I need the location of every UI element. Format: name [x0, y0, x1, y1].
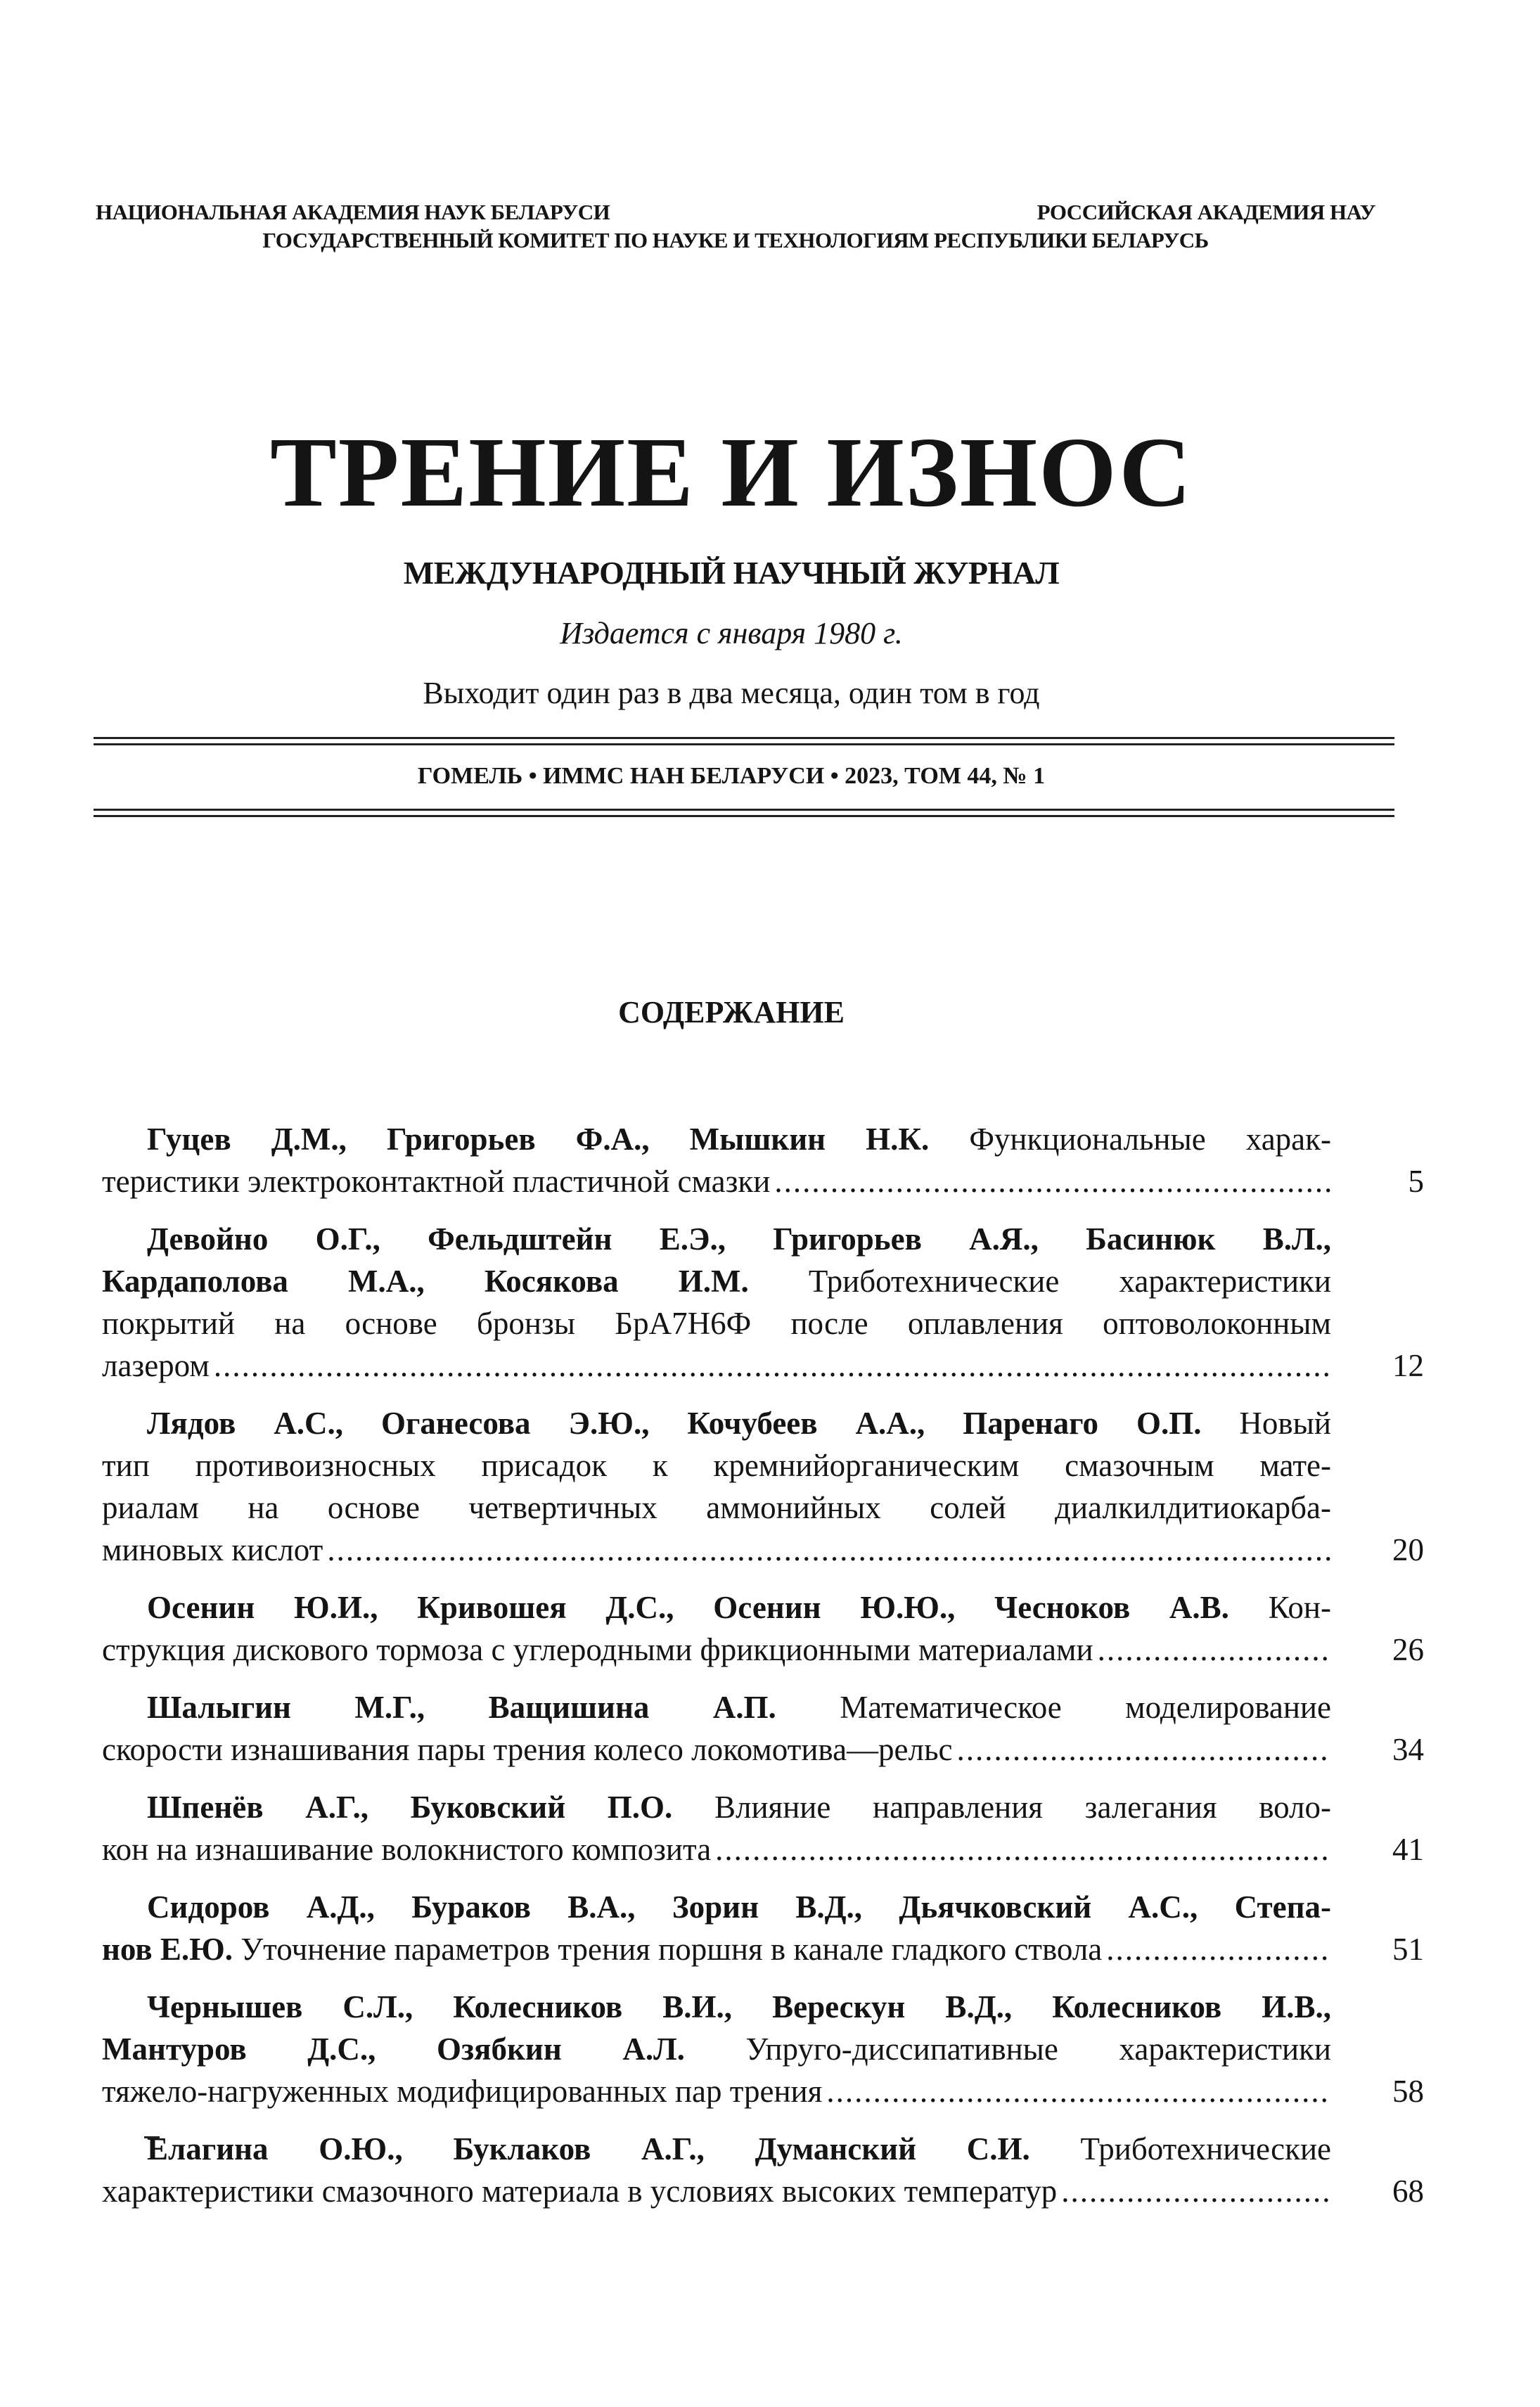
toc-entry-line	[102, 2070, 1424, 2112]
toc-page-number: 5	[1408, 1164, 1424, 1199]
toc-entry	[102, 1402, 1424, 1571]
toc-title-text: скорости изнашивания пары трения колесо локомотива—рельс	[102, 1732, 953, 1767]
contents-heading: СОДЕРЖАНИЕ	[618, 995, 845, 1029]
toc-entry-line	[102, 2170, 1424, 2212]
toc-entry-line	[102, 1260, 1403, 1302]
toc-page-number: 68	[1392, 2174, 1424, 2209]
toc-entry-line	[102, 2028, 1403, 2070]
toc-title-text: Триботехнические характеристики	[748, 1264, 1331, 1299]
journal-since: Издается с января 1980 г.	[560, 616, 903, 650]
journal-frequency: Выходит один раз в два месяца, один том в год	[423, 676, 1040, 710]
toc-page-number: 34	[1392, 1732, 1424, 1767]
toc-title-text: Уточнение параметров трения поршня в канале гладкого ствола	[233, 1932, 1103, 1967]
toc-authors: Лядов А.С., Оганесова Э.Ю., Кочубеев А.А., Паренаго О.П.	[147, 1406, 1202, 1441]
toc-authors: Осенин Ю.И., Кривошея Д.С., Осенин Ю.Ю., Чесноков А.В.	[147, 1590, 1229, 1625]
leader-dots	[214, 1344, 1331, 1387]
toc-entry-line	[102, 1728, 1424, 1771]
toc-entry-line	[102, 1529, 1424, 1571]
divider-top-1	[94, 737, 1394, 739]
publication-info: ГОМЕЛЬ • ИММС НАН БЕЛАРУСИ • 2023, ТОМ 44, № 1	[417, 763, 1046, 789]
toc-page-number: 51	[1392, 1932, 1424, 1967]
divider-top-2	[94, 743, 1394, 745]
toc-title-text: тип противоизносных присадок к кремнийорганическим смазочным мате-	[102, 1448, 1331, 1483]
toc-title-text: тяжело-нагруженных модифицированных пар трения	[102, 2074, 823, 2109]
toc-entry	[102, 2128, 1424, 2212]
toc-title-text: Триботехнические	[1029, 2131, 1332, 2167]
leader-dots	[327, 1529, 1331, 1571]
toc-entry	[102, 1218, 1424, 1387]
journal-title: ТРЕНИЕ И ИЗНОС	[270, 416, 1193, 527]
toc-entry	[102, 1118, 1424, 1202]
toc-title-text: Упруго-диссипативные характеристики	[684, 2031, 1332, 2067]
organization-left: НАЦИОНАЛЬНАЯ АКАДЕМИЯ НАУК БЕЛАРУСИ	[96, 200, 610, 224]
organization-right: РОССИЙСКАЯ АКАДЕМИЯ НАУ	[1037, 200, 1375, 224]
toc-authors: Мантуров Д.С., Озябкин А.Л.	[102, 2031, 685, 2067]
toc-entry-line	[102, 1586, 1403, 1629]
toc-page-number: 58	[1392, 2074, 1424, 2109]
toc-entry	[102, 1986, 1424, 2112]
toc-entry-line	[102, 1118, 1403, 1160]
toc-entry-line	[102, 1487, 1403, 1529]
toc-title-text: Влияние направления залегания воло-	[672, 1790, 1331, 1825]
toc-page-number: 20	[1392, 1532, 1424, 1567]
toc-entry-line	[102, 1786, 1403, 1828]
organizations-header	[96, 200, 1375, 231]
toc-title-text: риалам на основе четвертичных аммонийных солей диалкилдитиокарба-	[102, 1490, 1331, 1525]
toc-entry-line	[102, 1444, 1403, 1487]
leader-dots	[957, 1728, 1332, 1771]
toc-entry	[102, 1886, 1424, 1970]
toc-title-text: Математическое моделирование	[776, 1690, 1331, 1725]
toc-authors: Елагина О.Ю., Буклаков А.Г., Думанский С.И.	[147, 2131, 1030, 2167]
toc-title-text: лазером	[102, 1348, 210, 1383]
toc-entry-line	[102, 1402, 1403, 1444]
toc-title-text: характеристики смазочного материала в условиях высоких температур	[102, 2174, 1058, 2209]
toc-page-number: 41	[1392, 1832, 1424, 1867]
journal-subtitle: МЕЖДУНАРОДНЫЙ НАУЧНЫЙ ЖУРНАЛ	[403, 555, 1060, 591]
toc-authors: нов Е.Ю.	[102, 1932, 233, 1967]
toc-authors: Гуцев Д.М., Григорьев Ф.А., Мышкин Н.К.	[147, 1122, 930, 1157]
leader-dots	[715, 1828, 1331, 1870]
toc-entry-line	[102, 1160, 1424, 1202]
divider-bottom-1	[94, 809, 1394, 811]
toc-title-text: теристики электроконтактной пластичной смазки	[102, 1164, 771, 1199]
toc-entry-line	[102, 1928, 1424, 1970]
toc-entry	[102, 1786, 1424, 1870]
toc-authors: Шпенёв А.Г., Буковский П.О.	[147, 1790, 673, 1825]
toc-authors: Чернышев С.Л., Колесников В.И., Верескун В.Д., Колесников И.В.,	[147, 1989, 1331, 2024]
leader-dots	[1106, 1928, 1331, 1970]
toc-title-text: Функциональные харак-	[929, 1122, 1331, 1157]
leader-dots	[1098, 1629, 1331, 1671]
toc-entry-line	[102, 1344, 1424, 1387]
toc-authors: Сидоров А.Д., Бураков В.А., Зорин В.Д., Дьячковский А.С., Степа-	[147, 1889, 1331, 1925]
toc-entry	[102, 1586, 1424, 1671]
toc-entry-line	[102, 1302, 1403, 1344]
toc-title-text: миновых кислот	[102, 1532, 323, 1567]
toc-entry-line	[102, 1629, 1424, 1671]
toc-entry-line	[102, 1828, 1424, 1870]
toc-entry-line	[102, 1886, 1403, 1928]
toc-authors: Шалыгин М.Г., Ващишина А.П.	[147, 1690, 776, 1725]
toc-entry-line	[102, 1686, 1403, 1728]
toc-entry-line	[102, 1986, 1403, 2028]
toc-title-text: покрытий на основе бронзы БрА7Н6Ф после оплавления оптоволоконным	[102, 1306, 1331, 1341]
table-of-contents	[102, 1118, 1424, 2228]
leader-dots	[774, 1160, 1331, 1202]
toc-authors: Кардаполова М.А., Косякова И.М.	[102, 1264, 749, 1299]
toc-entry	[102, 1686, 1424, 1771]
toc-page-number: 26	[1392, 1632, 1424, 1667]
organization-committee: ГОСУДАРСТВЕННЫЙ КОМИТЕТ ПО НАУКЕ И ТЕХНОЛОГИЯМ РЕСПУБЛИКИ БЕЛАРУСЬ	[262, 228, 1209, 252]
toc-title-text: кон на изнашивание волокнистого композита	[102, 1832, 712, 1867]
divider-bottom-2	[94, 815, 1394, 817]
toc-authors: Девойно О.Г., Фельдштейн Е.Э., Григорьев А.Я., Басинюк В.Л.,	[147, 1221, 1331, 1257]
toc-title-text: Новый	[1201, 1406, 1331, 1441]
toc-title-text: струкция дискового тормоза с углеродными фрикционными материалами	[102, 1632, 1093, 1667]
leader-dots	[826, 2070, 1331, 2112]
stray-mark	[144, 2136, 160, 2138]
toc-title-text: Кон-	[1228, 1590, 1331, 1625]
toc-entry-line	[102, 2128, 1403, 2170]
toc-page-number: 12	[1392, 1348, 1424, 1383]
toc-entry-line	[102, 1218, 1403, 1260]
leader-dots	[1061, 2170, 1331, 2212]
